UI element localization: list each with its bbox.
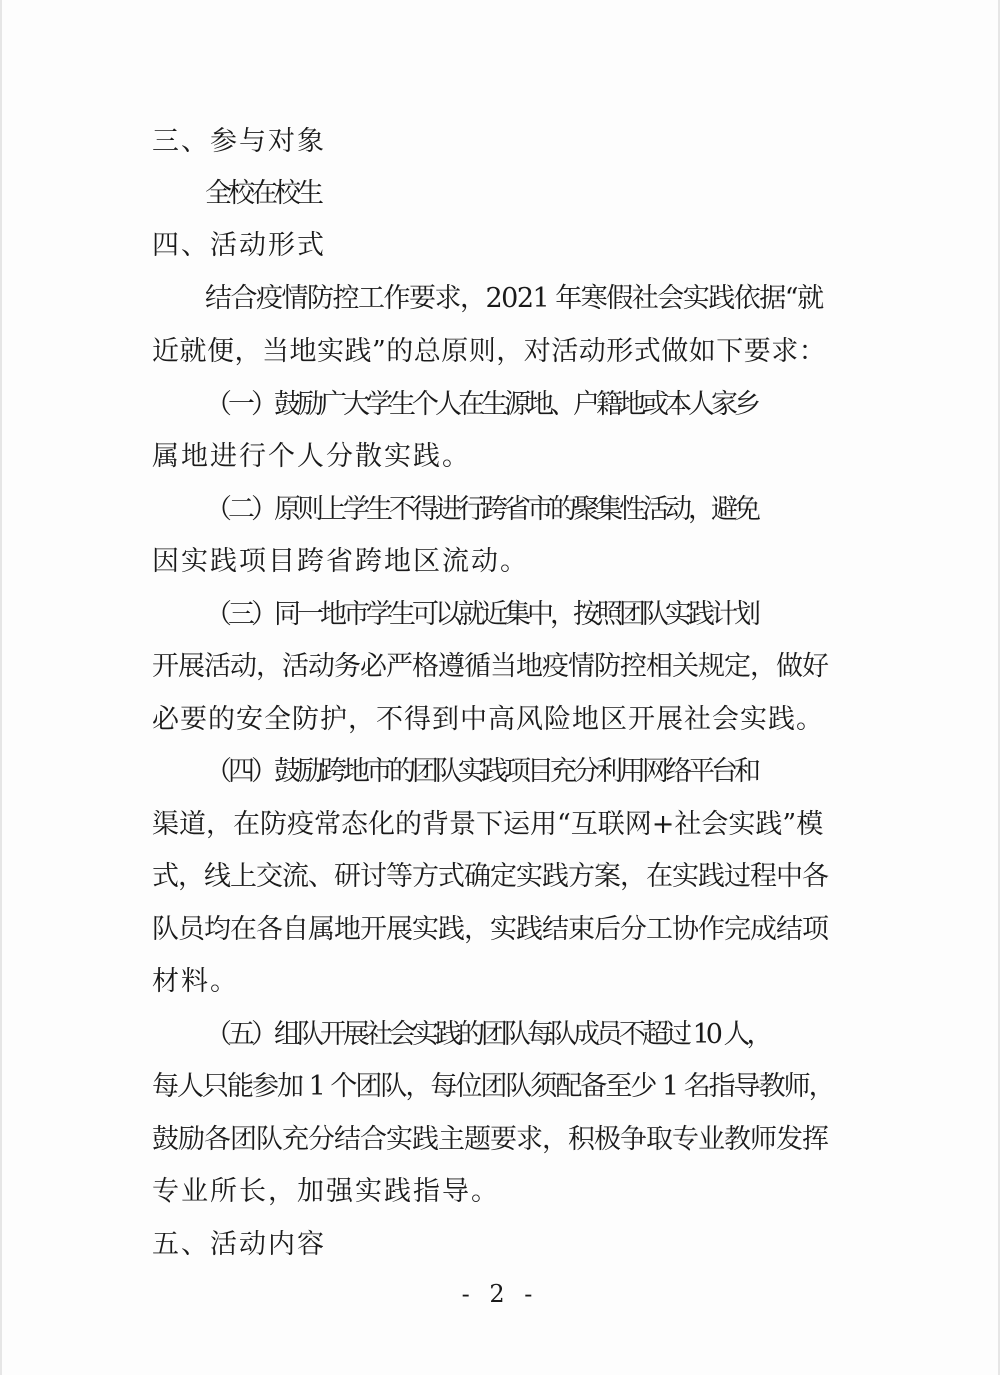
item-1-line-2: 属地进行个人分散实践。 [152,441,471,472]
paragraph-intro-line-2: 近就便，当地实践”的总原则，对活动形式做如下要求： [152,336,827,367]
item-3-line-2: 开展活动，活动务必严格遵循当地疫情防控相关规定，做好 [152,651,828,682]
item-2-line-1: （二）原则上学生不得进行跨省市的聚集性活动，避免 [205,494,757,525]
item-3-line-1: （三）同一地市学生可以就近集中，按照团队实践计划 [205,599,757,630]
item-3-line-3: 必要的安全防护，不得到中高风险地区开展社会实践。 [152,704,824,735]
section-3-body: 全校在校生 [205,178,320,209]
paragraph-intro-line-1: 结合疫情防控工作要求，2021 年寒假社会实践依据“就 [205,283,823,314]
item-5-line-2: 每人只能参加 1 个团队，每位团队须配备至少 1 名指导教师， [152,1071,834,1102]
section-4-heading: 四、活动形式 [152,230,326,261]
section-5-heading: 五、活动内容 [152,1229,326,1260]
item-2-line-2: 因实践项目跨省跨地区流动。 [152,546,529,577]
item-1-line-1: （一）鼓励广大学生个人在生源地、户籍地或本人家乡 [205,389,757,420]
item-4-line-2: 渠道，在防疫常态化的背景下运用“互联网+社会实践”模 [152,809,824,840]
item-5-line-3: 鼓励各团队充分结合实践主题要求，积极争取专业教师发挥 [152,1124,828,1155]
item-4-line-5: 材料。 [152,966,239,997]
page-number: - 2 - [461,1280,539,1308]
section-3-heading: 三、参与对象 [152,126,326,157]
item-4-line-3: 式，线上交流、研讨等方式确定实践方案，在实践过程中各 [152,861,828,892]
item-5-line-4: 专业所长，加强实践指导。 [152,1176,500,1207]
item-4-line-4: 队员均在各自属地开展实践，实践结束后分工协作完成结项 [152,914,828,945]
item-5-line-1: （五）组队开展社会实践的团队每队成员不超过 10 人， [205,1019,770,1050]
page-edge-left [0,0,2,1375]
item-4-line-1: （四）鼓励跨地市的团队实践项目充分利用网络平台和 [205,756,757,787]
